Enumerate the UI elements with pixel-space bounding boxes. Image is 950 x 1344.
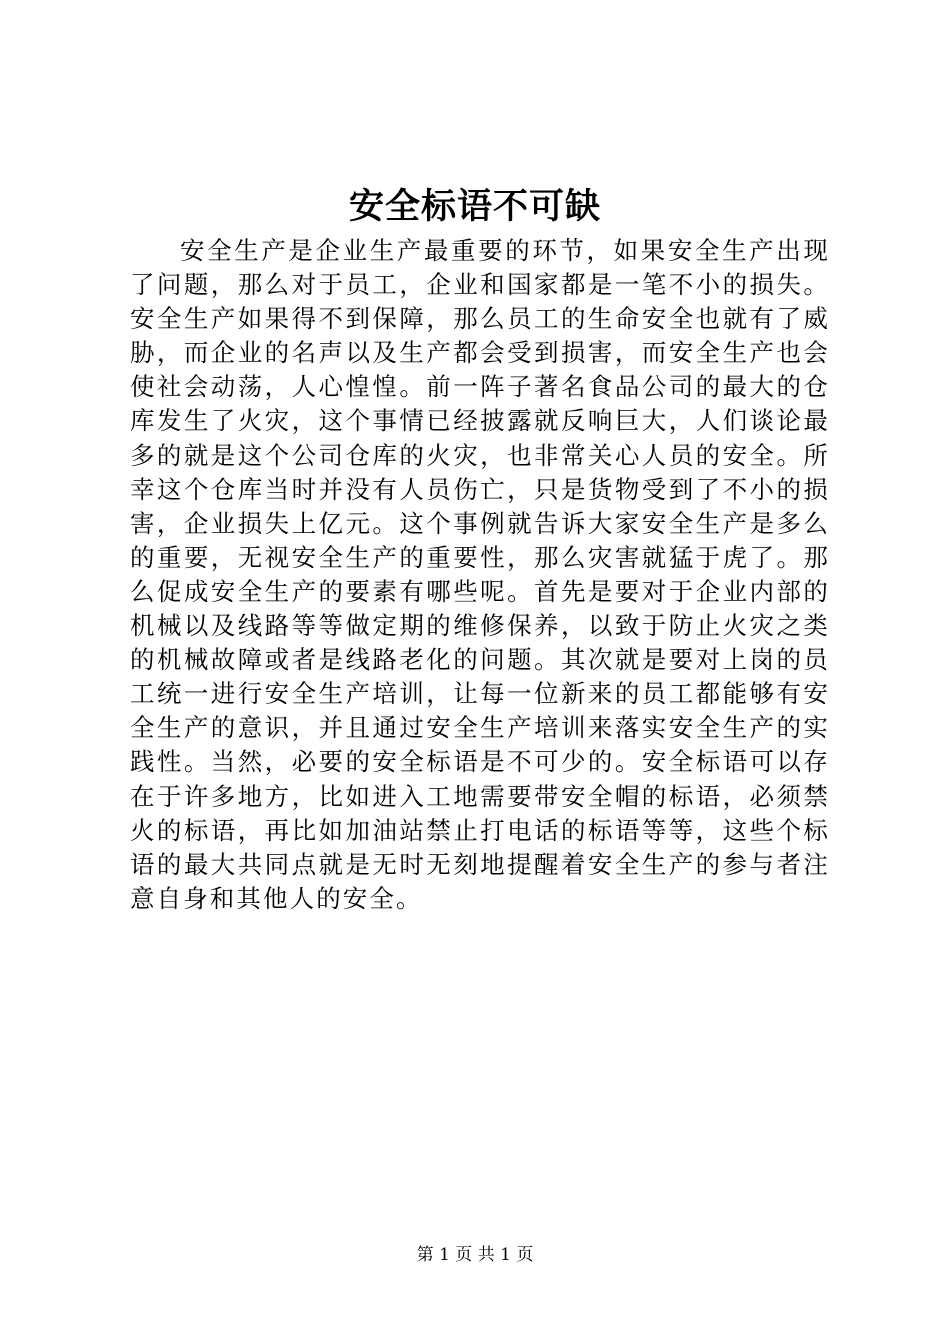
document-title: 安全标语不可缺: [348, 186, 601, 227]
page-footer: 第 1 页 共 1 页: [416, 1245, 534, 1265]
document-body-paragraph: 安全生产是企业生产最重要的环节，如果安全生产出现了问题，那么对于员工，企业和国家都是一笔不小的损失。安全生产如果得不到保障，那么员工的生命安全也就有了威胁，而企业的名声以及生产都会受到损害，而安全生产也会使社会动荡，人心惶惶。前一阵子著名食品公司的最大的仓库发生了火灾，这个事情已经披露就反响巨大，人们谈论最多的就是这个公司仓库的火灾，也非常关心人员的安全。所幸这个仓库当时并没有人员伤亡，只是货物受到了不小的损害，企业损失上亿元。这个事例就告诉大家安全生产是多么的重要，无视安全生产的重要性，那么灾害就猛于虎了。那么促成安全生产的要素有哪些呢。首先是要对于企业内部的机械以及线路等等做定期的维修保养，以致于防止火灾之类的机械故障或者是线路老化的问题。其次就是要对上岗的员工统一进行安全生产培训，让每一位新来的员工都能够有安全生产的意识，并且通过安全生产培训来落实安全生产的实践性。当然，必要的安全标语是不可少的。安全标语可以存在于许多地方，比如进入工地需要带安全帽的标语，必须禁火的标语，再比如加油站禁止打电话的标语等等，这些个标语的最大共同点就是无时无刻地提醒着安全生产的参与者注意自身和其他人的安全。: [130, 236, 830, 913]
